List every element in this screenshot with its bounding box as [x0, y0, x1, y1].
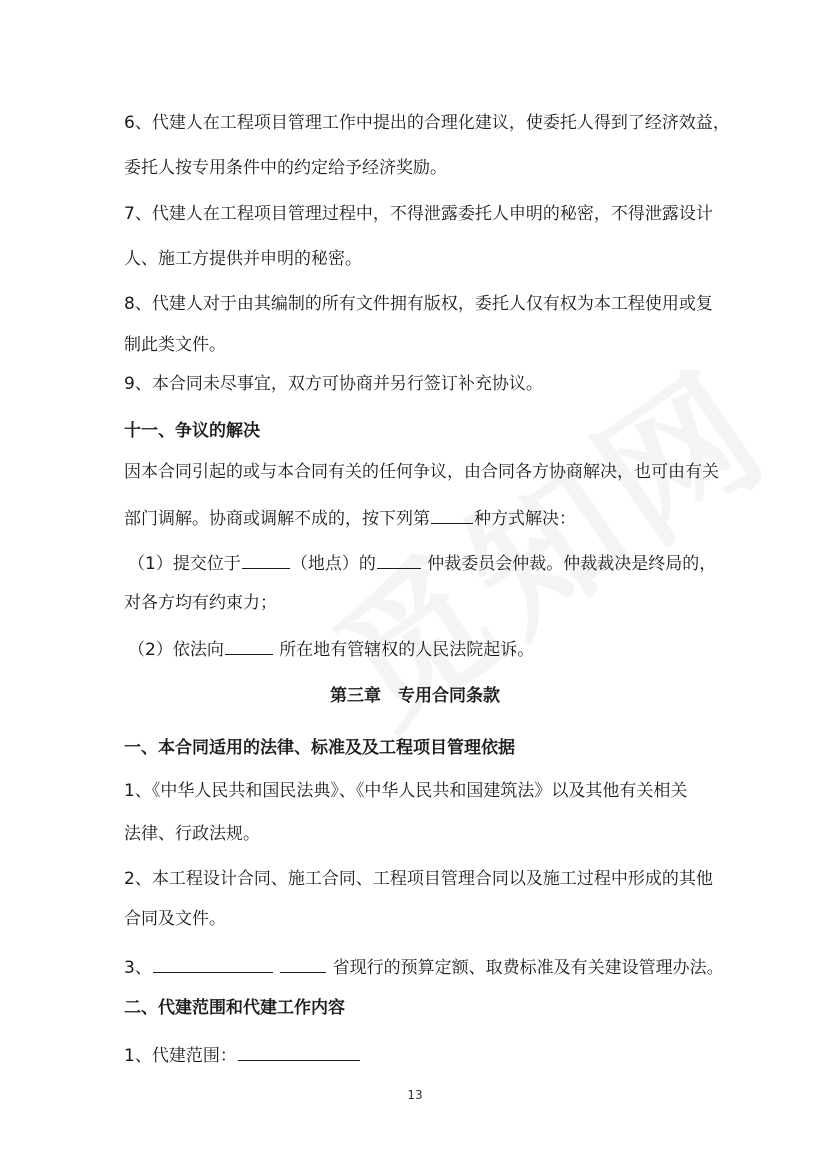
arbitration-committee-blank[interactable]: [377, 550, 421, 569]
scope-item-1: [124, 1042, 714, 1068]
option-1-line-2: 对各方均有约束力；: [124, 593, 277, 613]
method-number-blank[interactable]: [431, 505, 473, 524]
section-heading-scope: 二、代建范围和代建工作内容: [124, 998, 345, 1018]
clause-7-line-2: 人、施工方提供并申明的秘密。: [124, 249, 362, 269]
region-blank-2[interactable]: [280, 954, 326, 973]
option-1-text-b: （地点）的: [290, 554, 376, 574]
court-location-blank[interactable]: [225, 636, 273, 655]
scope-item-1-label: 1、代建范围：: [124, 1046, 237, 1066]
option-2-line: [128, 636, 718, 662]
option-1-text-c: 仲裁委员会仲裁。仲裁裁决是终局的，: [427, 554, 717, 574]
laws-item-3-number: 3、: [124, 958, 152, 978]
clause-8-line-2: 制此类文件。: [124, 335, 226, 355]
region-blank-1[interactable]: [153, 954, 273, 973]
laws-item-1-line-2: 法律、行政法规。: [124, 824, 260, 844]
clause-8-line-1: 8、代建人对于由其编制的所有文件拥有版权，委托人仅有权为本工程使用或复: [124, 294, 713, 314]
clause-9: 9、本合同未尽事宜，双方可协商并另行签订补充协议。: [124, 374, 543, 394]
laws-item-3: [124, 954, 724, 980]
laws-item-1-line-1: 1、《中华人民共和国民法典》、《中华人民共和国建筑法》以及其他有关相关: [124, 781, 688, 801]
option-2-text-b: 所在地有管辖权的人民法院起诉。: [279, 640, 535, 660]
dispute-text-a: 部门调解。协商或调解不成的，按下列第: [124, 509, 430, 529]
dispute-text-b: 种方式解决：: [474, 509, 576, 529]
dispute-line-2: [124, 505, 714, 531]
clause-7-line-1: 7、代建人在工程项目管理过程中，不得泄露委托人申明的秘密，不得泄露设计: [124, 204, 713, 224]
chapter-title: 第三章 专用合同条款: [330, 686, 500, 706]
laws-item-2-line-2: 合同及文件。: [124, 909, 226, 929]
location-blank[interactable]: [242, 550, 290, 569]
section-heading-dispute: 十一、争议的解决: [124, 421, 260, 441]
option-1-line-1: [128, 550, 718, 576]
option-1-text-a: （1）提交位于: [128, 554, 241, 574]
scope-blank[interactable]: [238, 1042, 360, 1061]
section-heading-laws: 一、本合同适用的法律、标准及及工程项目管理依据: [124, 738, 515, 758]
page-number: 13: [407, 1088, 423, 1102]
option-2-text-a: （2）依法向: [128, 640, 224, 660]
laws-item-3-text: 省现行的预算定额、取费标准及有关建设管理办法。: [332, 958, 724, 978]
clause-6-line-1: 6、代建人在工程项目管理工作中提出的合理化建议，使委托人得到了经济效益，: [124, 113, 730, 133]
clause-6-line-2: 委托人按专用条件中的约定给予经济奖励。: [124, 158, 447, 178]
laws-item-2-line-1: 2、本工程设计合同、施工合同、工程项目管理合同以及施工过程中形成的其他: [124, 869, 713, 889]
dispute-line-1: 因本合同引起的或与本合同有关的任何争议，由合同各方协商解决，也可由有关: [124, 462, 719, 482]
